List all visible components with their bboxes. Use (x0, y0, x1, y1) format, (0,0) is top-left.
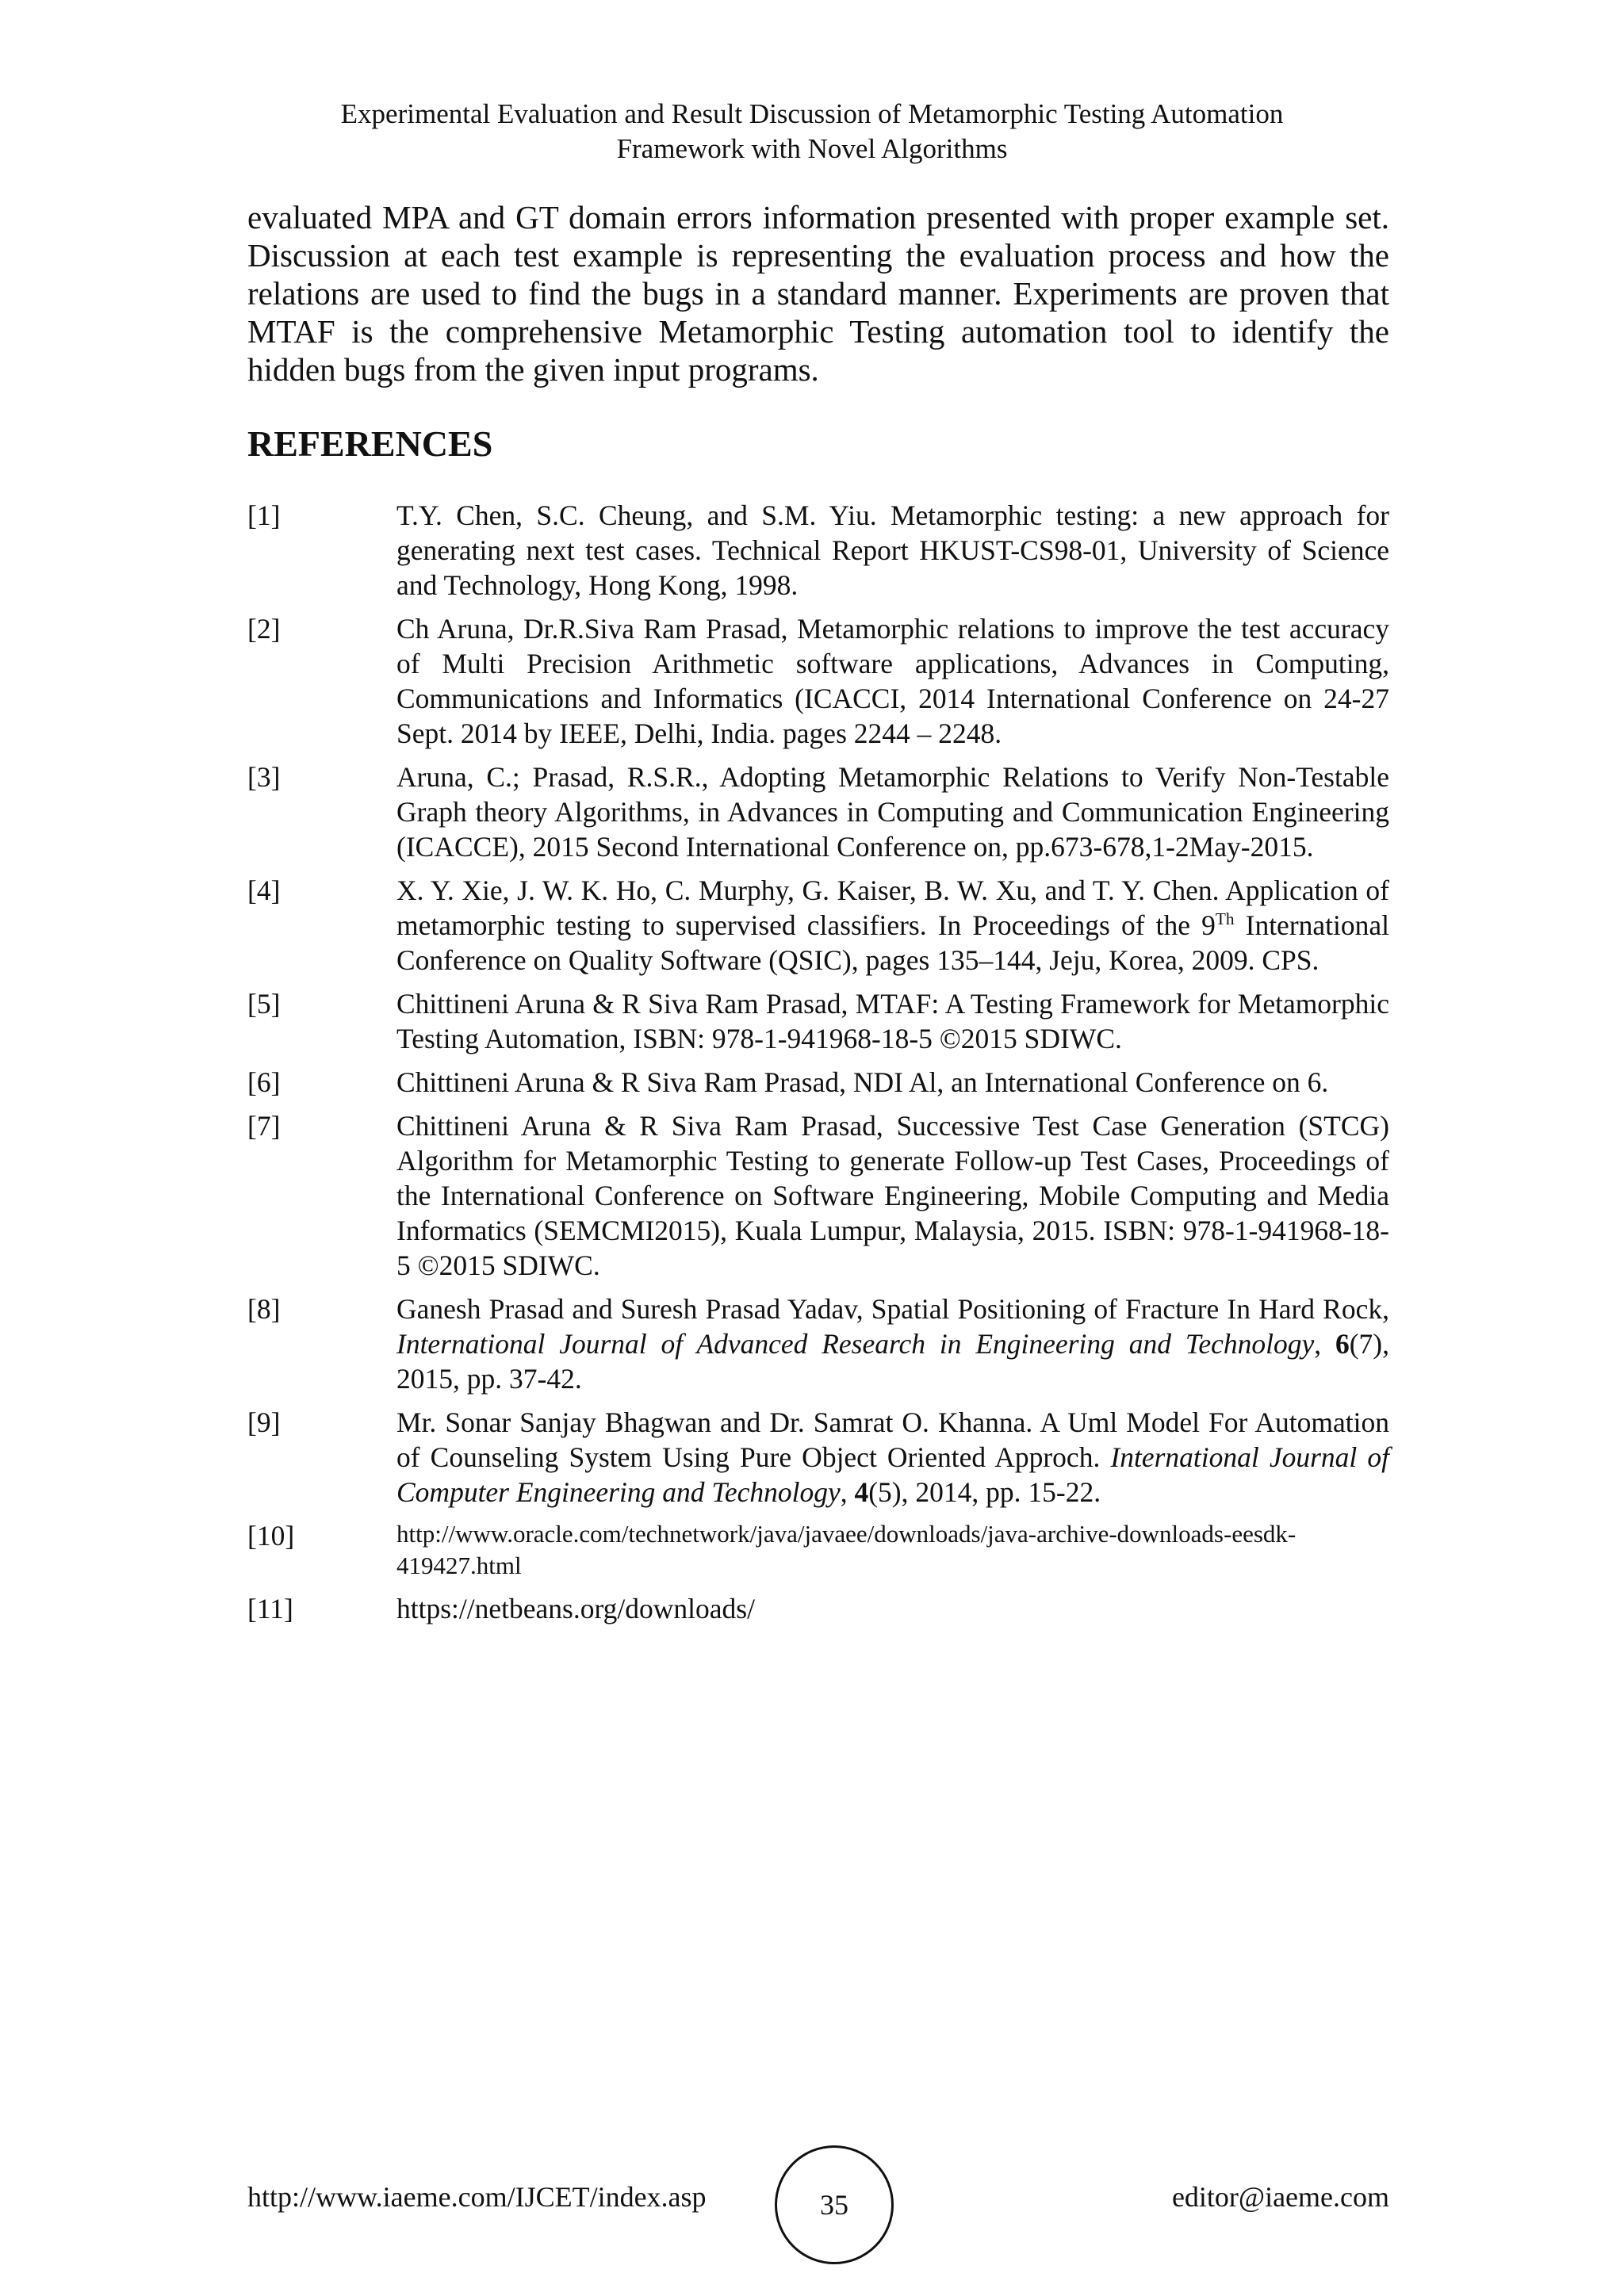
reference-item-3 (247, 760, 1389, 864)
reference-authors: Ganesh Prasad and Suresh Prasad Yadav, Spatial Positioning of Fracture In Hard Rock, (396, 1293, 1389, 1325)
reference-separator: , (840, 1476, 855, 1508)
reference-item-9 (247, 1405, 1389, 1510)
running-header-line-2: Framework with Novel Algorithms (616, 133, 1008, 164)
reference-rest: (7), 2015, pp. 37-42. (396, 1328, 1390, 1395)
reference-journal: International Journal of Advanced Research in Engineering and Technology (396, 1328, 1315, 1360)
reference-volume: 6 (1335, 1328, 1350, 1360)
reference-text (396, 1405, 1389, 1510)
reference-number: [1] (247, 499, 281, 531)
reference-journal: International Journal of Computer Engineering and Technology (396, 1441, 1389, 1508)
reference-number: [4] (247, 874, 281, 906)
footer-url-link[interactable]: http://www.iaeme.com/IJCET/index.asp (247, 2181, 707, 2213)
reference-text: Ch Aruna, Dr.R.Siva Ram Prasad, Metamorphic relations to improve the test accuracy of Multi Precision Arithmetic software applications, Advances in Computing, Communications and Informatics (ICACCI, 2014 International Conference on 24-27 Sept. 2014 by IEEE, Delhi, India. pages 2244 – 2248. (396, 613, 1389, 749)
references-heading: REFERENCES (247, 423, 493, 464)
reference-item-4 (247, 873, 1389, 978)
conclusion-paragraph: evaluated MPA and GT domain errors information presented with proper example set. Discussion at each test example is representing the evaluation process and how the relations are used to find the bugs in a standard manner. Experiments are proven that MTAF is the comprehensive Metamorphic Testing automation tool to identify the hidden bugs from the given input programs. (247, 199, 1389, 388)
reference-link[interactable]: https://netbeans.org/downloads/ (396, 1593, 755, 1624)
reference-number: [10] (247, 1520, 295, 1552)
superscript: Th (1215, 909, 1235, 929)
reference-link[interactable]: http://www.oracle.com/technetwork/java/javaee/downloads/java-archive-downloads-eesdk-419427.html (396, 1520, 1297, 1579)
reference-text-part: X. Y. Xie, J. W. K. Ho, C. Murphy, G. Kaiser, B. W. Xu, and T. Y. Chen. Application of metamorphic testing to supervised classifiers. In Proceedings of the 9 (396, 874, 1389, 941)
reference-list (247, 498, 1389, 1635)
reference-number: [11] (247, 1593, 293, 1624)
reference-item-7 (247, 1108, 1389, 1283)
reference-number: [9] (247, 1406, 281, 1438)
reference-item-2 (247, 611, 1389, 751)
footer-email-link[interactable]: editor@iaeme.com (1171, 2181, 1389, 2213)
reference-number: [5] (247, 988, 281, 1020)
running-header (0, 97, 1624, 166)
page-number-circle (775, 2145, 894, 2264)
reference-number: [8] (247, 1293, 281, 1325)
reference-item-8 (247, 1292, 1389, 1396)
reference-item-6 (247, 1065, 1389, 1100)
reference-number: [6] (247, 1066, 281, 1098)
reference-item-5 (247, 986, 1389, 1056)
reference-item-10 (247, 1518, 1389, 1582)
reference-item-1 (247, 498, 1389, 603)
page-number: 35 (820, 2189, 848, 2221)
running-header-line-1: Experimental Evaluation and Result Discussion of Metamorphic Testing Automation (340, 98, 1284, 129)
reference-text (396, 873, 1389, 978)
reference-text: Chittineni Aruna & R Siva Ram Prasad, NDI Al, an International Conference on 6. (396, 1066, 1329, 1098)
reference-text-part: International Conference on Quality Software (QSIC), pages 135–144, Jeju, Korea, 2009. CPS. (396, 909, 1389, 976)
reference-number: [3] (247, 761, 281, 793)
reference-text: Chittineni Aruna & R Siva Ram Prasad, MTAF: A Testing Framework for Metamorphic Testing Automation, ISBN: 978-1-941968-18-5 ©2015 SDIWC. (396, 988, 1389, 1054)
reference-volume: 4 (854, 1476, 869, 1508)
reference-text: T.Y. Chen, S.C. Cheung, and S.M. Yiu. Metamorphic testing: a new approach for generating next test cases. Technical Report HKUST-CS98-01, University of Science and Technology, Hong Kong, 1998. (396, 499, 1389, 601)
reference-authors: Mr. Sonar Sanjay Bhagwan and Dr. Samrat O. Khanna. A Uml Model For Automation of Counseling System Using Pure Object Oriented Approch. (396, 1406, 1389, 1473)
reference-text: Chittineni Aruna & R Siva Ram Prasad, Successive Test Case Generation (STCG) Algorithm for Metamorphic Testing to generate Follow-up Test Cases, Proceedings of the International Conference on Software Engineering, Mobile Computing and Media Informatics (SEMCMI2015), Kuala Lumpur, Malaysia, 2015. ISBN: 978-1-941968-18-5 ©2015 SDIWC. (396, 1110, 1389, 1281)
reference-rest: (5), 2014, pp. 15-22. (868, 1476, 1101, 1508)
reference-separator: , (1314, 1328, 1335, 1360)
reference-number: [2] (247, 613, 281, 645)
reference-text (396, 1292, 1389, 1396)
reference-text: Aruna, C.; Prasad, R.S.R., Adopting Metamorphic Relations to Verify Non-Testable Graph theory Algorithms, in Advances in Computing and Communication Engineering (ICACCE), 2015 Second International Conference on, pp.673-678,1-2May-2015. (396, 761, 1389, 863)
reference-number: [7] (247, 1110, 281, 1142)
reference-item-11 (247, 1591, 1389, 1626)
